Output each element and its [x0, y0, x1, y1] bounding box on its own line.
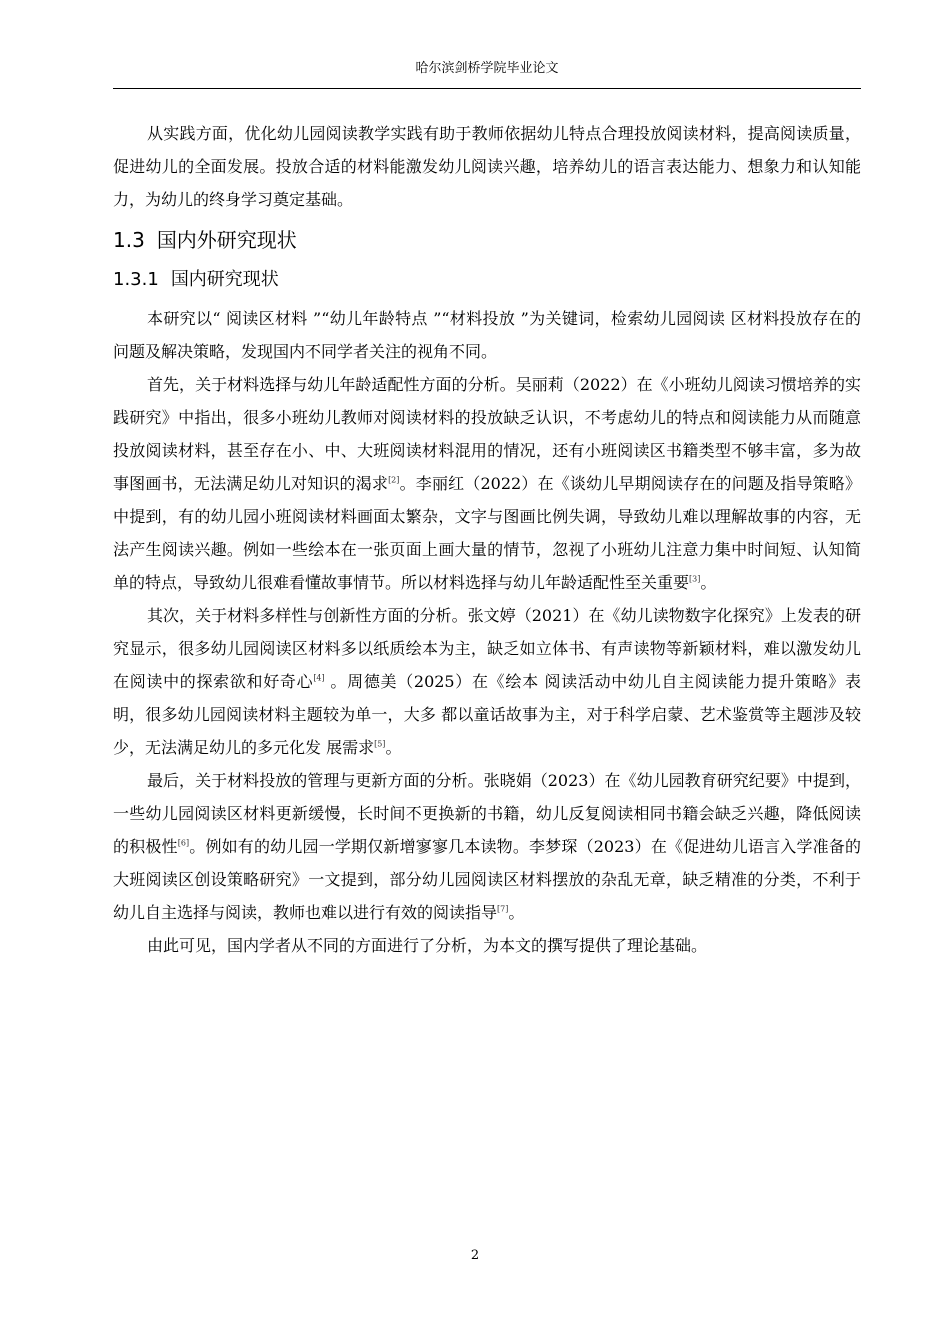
- page-number: 2: [470, 1248, 480, 1263]
- paragraph-diversity: [113, 599, 861, 764]
- section-heading: [113, 220, 861, 260]
- subsection-title: 国内研究现状: [170, 269, 279, 290]
- paragraph-conclusion: 由此可见，国内学者从不同的方面进行了分析，为本文的撰写提供了理论基础。: [147, 936, 708, 955]
- page-body: [113, 117, 861, 962]
- citation-ref: [2]: [388, 475, 400, 485]
- paragraph-text: 首先，关于材料选择与幼儿年龄适配性方面的分析。吴丽莉（2022）在《小班幼儿阅读习惯培养的实践研究》中指出，很多小班幼儿教师对阅读材料的投放缺乏认识，不考虑幼儿的特点和阅读能力从而随意投放阅读材料，甚至存在小、中、大班阅读材料混用的情况，还有小班阅读区书籍类型不够丰富，多为故事图画书，无法满足幼儿对知识的渴求: [113, 375, 861, 493]
- paragraph-text: 其次，关于材料多样性与创新性方面的分析。张文婷（2021）在《幼儿读物数字化探究》上发表的研究显示，很多幼儿园阅读区材料多以纸质绘本为主，缺乏如立体书、有声读物等新颖材料，难以激发幼儿在阅读中的探索欲和好奇心: [113, 606, 861, 691]
- paragraph-text: 最后，关于材料投放的管理与更新方面的分析。张晓娟（2023）在《幼儿园教育研究纪要》中提到，一些幼儿园阅读区材料更新缓慢，长时间不更换新的书籍，幼儿反复阅读相同书籍会缺乏兴趣，降低阅读的积极性: [113, 771, 861, 856]
- subsection-number: 1.3.1: [113, 269, 159, 290]
- citation-ref: [3]: [689, 574, 701, 584]
- paragraph-text: 。: [700, 573, 717, 592]
- paragraph-practice: 从实践方面，优化幼儿园阅读教学实践有助于教师依据幼儿特点合理投放阅读材料，提高阅读质量，促进幼儿的全面发展。投放合适的材料能激发幼儿阅读兴趣，培养幼儿的语言表达能力、想象力和认知能力，为幼儿的终身学习奠定基础。: [113, 124, 861, 209]
- paragraph-text: 。例如有的幼儿园一学期仅新增寥寥几本读物。李梦琛（2023）在《促进幼儿语言入学准备的大班阅读区创设策略研究》一文提到，部分幼儿园阅读区材料摆放的杂乱无章，缺乏精准的分类，不利于幼儿自主选择与阅读，教师也难以进行有效的阅读指导: [113, 837, 861, 922]
- paragraph-text: 。周德美（2025）在《绘本 阅读活动中幼儿自主阅读能力提升策略》表明，很多幼儿园阅读材料主题较为单一，大多 都以童话故事为主，对于科学启蒙、艺术鉴赏等主题涉及较少，无法满足幼儿的多元化发 展需求: [113, 672, 861, 757]
- citation-ref: [7]: [497, 904, 509, 914]
- section-title: 国内外研究现状: [156, 228, 297, 252]
- paragraph-text: 。: [385, 738, 402, 757]
- running-header: 哈尔滨剑桥学院毕业论文: [415, 61, 559, 76]
- header-divider: [113, 88, 861, 89]
- paragraph-management: [113, 764, 861, 929]
- paragraph-age-fit: [113, 368, 861, 599]
- citation-ref: [6]: [177, 838, 190, 848]
- citation-ref: [5]: [374, 739, 386, 749]
- paragraph-keywords: 本研究以“ 阅读区材料 ”“幼儿年龄特点 ”“材料投放 ”为关键词，检索幼儿园阅读 区材料投放存在的问题及解决策略，发现国内不同学者关注的视角不同。: [113, 309, 861, 361]
- section-number: 1.3: [113, 228, 145, 252]
- subsection-heading: [113, 262, 861, 302]
- paragraph-text: 。李丽红（2022）在《谈幼儿早期阅读存在的问题及指导策略》中提到，有的幼儿园小班阅读材料画面太繁杂，文字与图画比例失调，导致幼儿难以理解故事的内容，无法产生阅读兴趣。例如一些绘本在一张页面上画大量的情节，忽视了小班幼儿注意力集中时间短、认知简单的特点，导致幼儿很难看懂故事情节。所以材料选择与幼儿年龄适配性至关重要: [113, 474, 861, 592]
- citation-ref: [4]: [313, 673, 325, 683]
- paragraph-text: 。: [508, 903, 525, 922]
